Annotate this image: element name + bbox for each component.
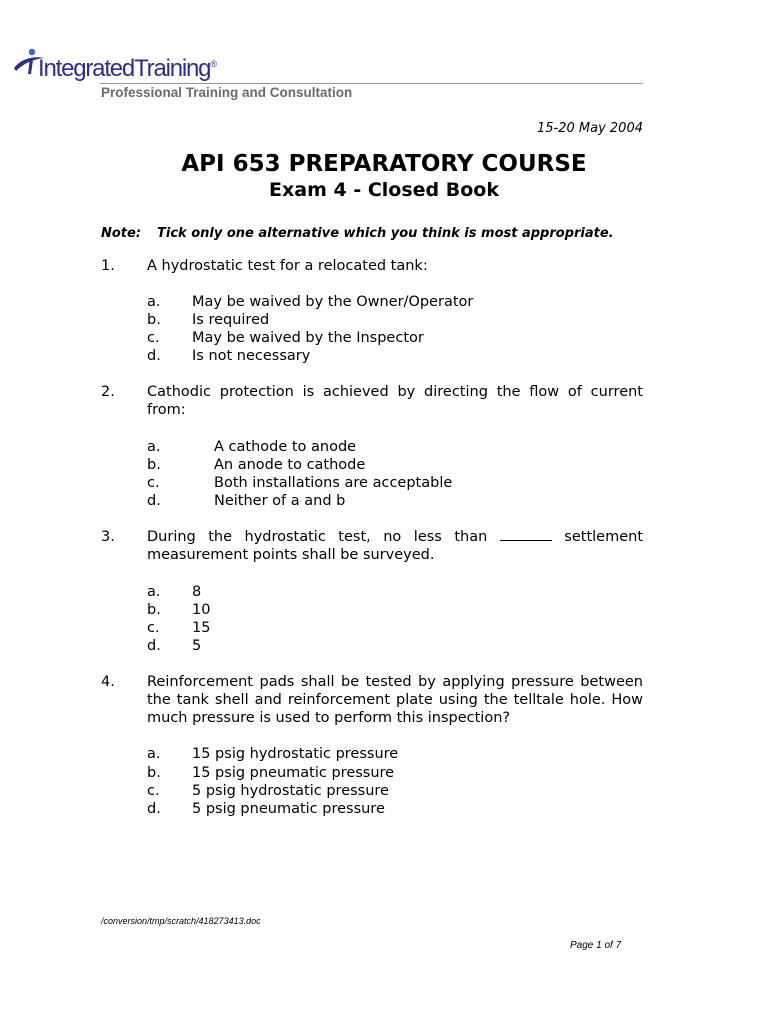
option-text: 15 psig hydrostatic pressure (192, 746, 399, 762)
question-number: 4. (101, 674, 115, 690)
option-text: 10 (192, 602, 211, 618)
option-text: May be waived by the Inspector (192, 330, 424, 346)
option-letter: a. (147, 746, 161, 762)
option-letter: b. (147, 602, 161, 618)
option-text: Both installations are acceptable (214, 475, 453, 491)
company-logo (12, 44, 217, 84)
option-letter: a. (147, 439, 161, 455)
option-text: Is required (192, 312, 270, 328)
option-letter: d. (147, 348, 161, 364)
option-letter: b. (147, 765, 161, 781)
question-text: Reinforcement pads shall be tested by applying pressure between the tank shell and reinforcement plate using the telltale hole. How much pressure is used to perform this inspection? (147, 674, 643, 727)
option-letter: d. (147, 493, 161, 509)
option-letter: a. (147, 294, 161, 310)
option-text: 15 psig pneumatic pressure (192, 765, 395, 781)
option-letter: d. (147, 638, 161, 654)
question-text: A hydrostatic test for a relocated tank: (147, 258, 428, 274)
option-letter: b. (147, 312, 161, 328)
option-letter: c. (147, 620, 160, 636)
option-letter: c. (147, 330, 160, 346)
course-date: 15-20 May 2004 (537, 121, 643, 136)
option-text: Is not necessary (192, 348, 311, 364)
option-letter: d. (147, 801, 161, 817)
tagline: Professional Training and Consultation (101, 85, 353, 100)
header-divider (100, 83, 643, 84)
question-text: Cathodic protection is achieved by directing the flow of current from: (147, 384, 643, 419)
question-text: During the hydrostatic test, no less than settlement measurement points shall be surveyed. (147, 529, 644, 564)
page-title: API 653 PREPARATORY COURSE (181, 151, 587, 177)
footer-page-number: Page 1 of 7 (570, 940, 622, 951)
option-letter: c. (147, 475, 160, 491)
question-number: 3. (101, 529, 115, 545)
option-text: Neither of a and b (214, 493, 346, 509)
option-text: 8 (192, 584, 202, 600)
option-text: A cathode to anode (214, 439, 357, 455)
option-text: 5 (192, 638, 202, 654)
logo-text: IntegratedTraining® (38, 55, 216, 82)
note-label: Note: (101, 226, 142, 241)
question-number: 2. (101, 384, 115, 400)
note-text: Tick only one alternative which you think is most appropriate. (157, 226, 614, 241)
option-letter: b. (147, 457, 161, 473)
option-text: 5 psig pneumatic pressure (192, 801, 385, 817)
option-text: An anode to cathode (214, 457, 366, 473)
option-text: 15 (192, 620, 211, 636)
question-number: 1. (101, 258, 115, 274)
option-letter: c. (147, 783, 160, 799)
page-subtitle: Exam 4 - Closed Book (269, 179, 499, 201)
answer-blank (500, 530, 552, 541)
option-letter: a. (147, 584, 161, 600)
option-text: 5 psig hydrostatic pressure (192, 783, 389, 799)
footer-file-path: /conversion/tmp/scratch/418273413.doc (101, 916, 261, 926)
option-text: May be waived by the Owner/Operator (192, 294, 474, 310)
